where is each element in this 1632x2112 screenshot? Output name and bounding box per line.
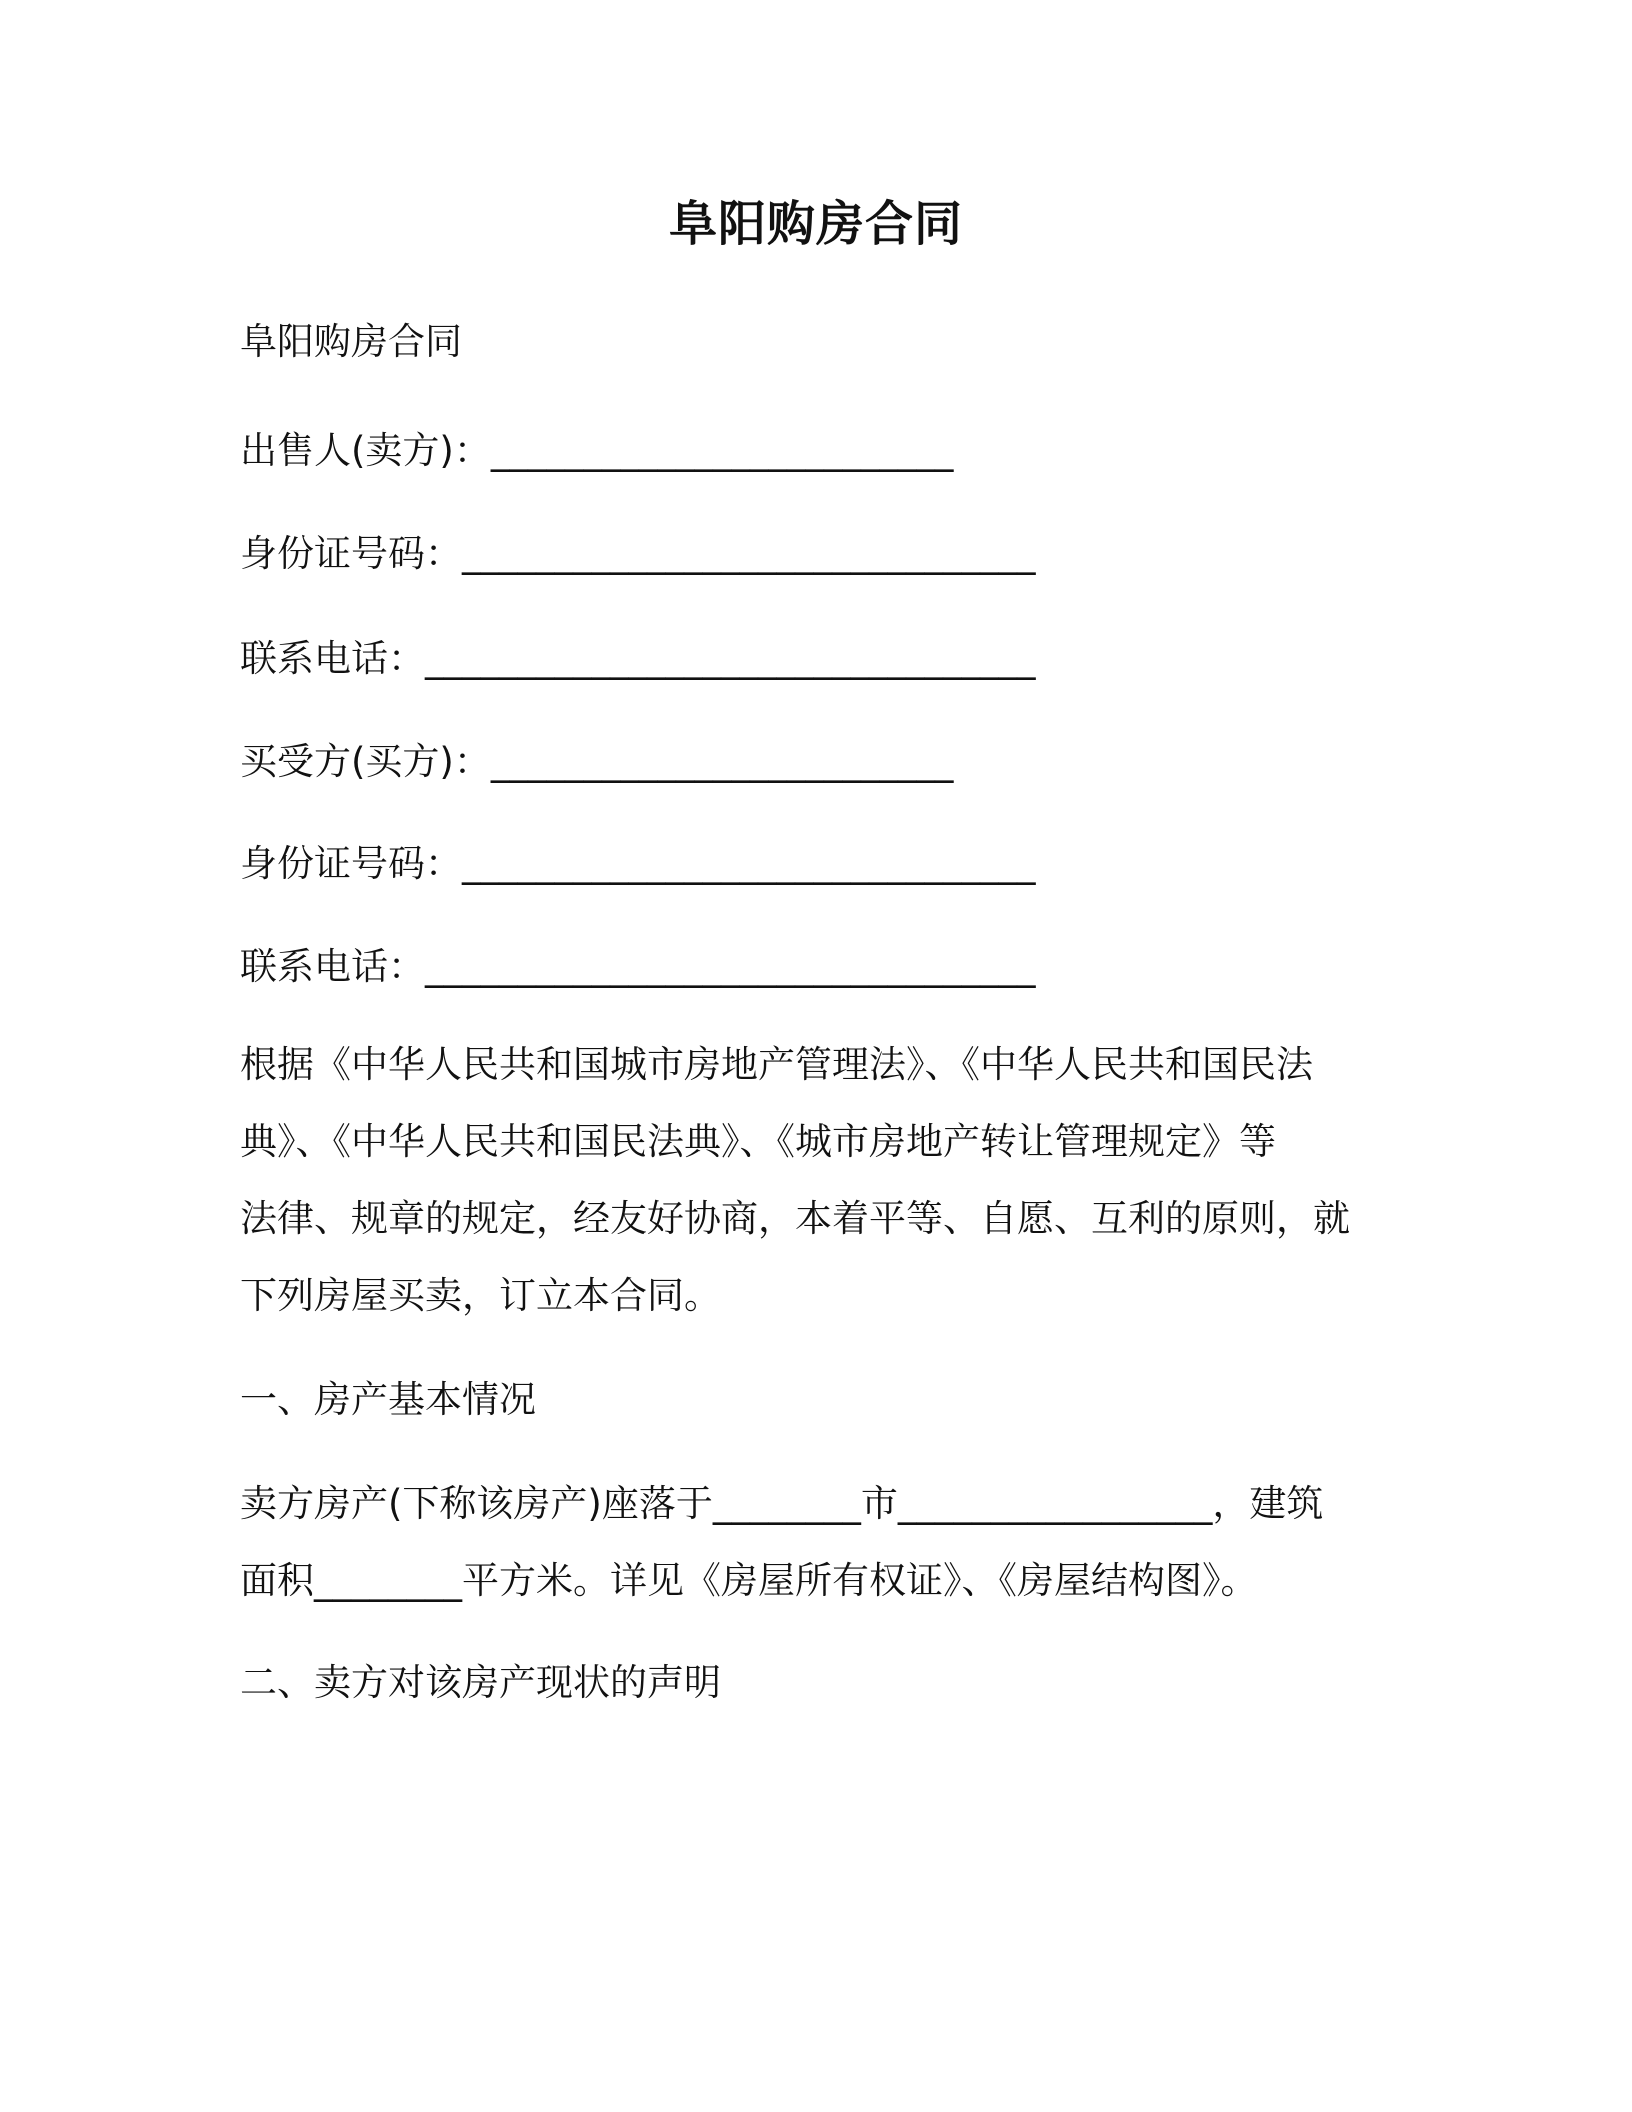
section-2-heading: 二、卖方对该房产现状的声明 <box>240 1661 721 1704</box>
buyer-id-field: 身份证号码：_______________________________ <box>240 842 1036 885</box>
intro-paragraph <box>240 1026 1370 1334</box>
intro-line: 根据《中华人民共和国城市房地产管理法》、《中华人民共和国民法 <box>240 1043 1313 1086</box>
intro-line: 下列房屋买卖，订立本合同。 <box>240 1274 721 1317</box>
intro-line: 法律、规章的规定，经友好协商，本着平等、自愿、互利的原则，就 <box>240 1197 1350 1240</box>
seller-phone-field: 联系电话：_________________________________ <box>240 637 1036 680</box>
document-title: 阜阳购房合同 <box>668 196 963 252</box>
seller-id-field: 身份证号码：_______________________________ <box>240 532 1036 575</box>
section-1-heading: 一、房产基本情况 <box>240 1378 536 1421</box>
intro-line: 典》、《中华人民共和国民法典》、《城市房地产转让管理规定》等 <box>240 1120 1276 1163</box>
section-1-paragraph <box>240 1465 1370 1619</box>
buyer-name-field: 买受方(买方)：_________________________ <box>240 740 954 783</box>
section-1-line: 卖方房产(下称该房产)座落于________市_________________，建筑 <box>240 1482 1324 1525</box>
document-subtitle: 阜阳购房合同 <box>240 320 462 363</box>
seller-name-field: 出售人(卖方)：_________________________ <box>240 429 954 472</box>
section-1-line: 面积________平方米。详见《房屋所有权证》、《房屋结构图》。 <box>240 1559 1258 1602</box>
buyer-phone-field: 联系电话：_________________________________ <box>240 945 1036 988</box>
